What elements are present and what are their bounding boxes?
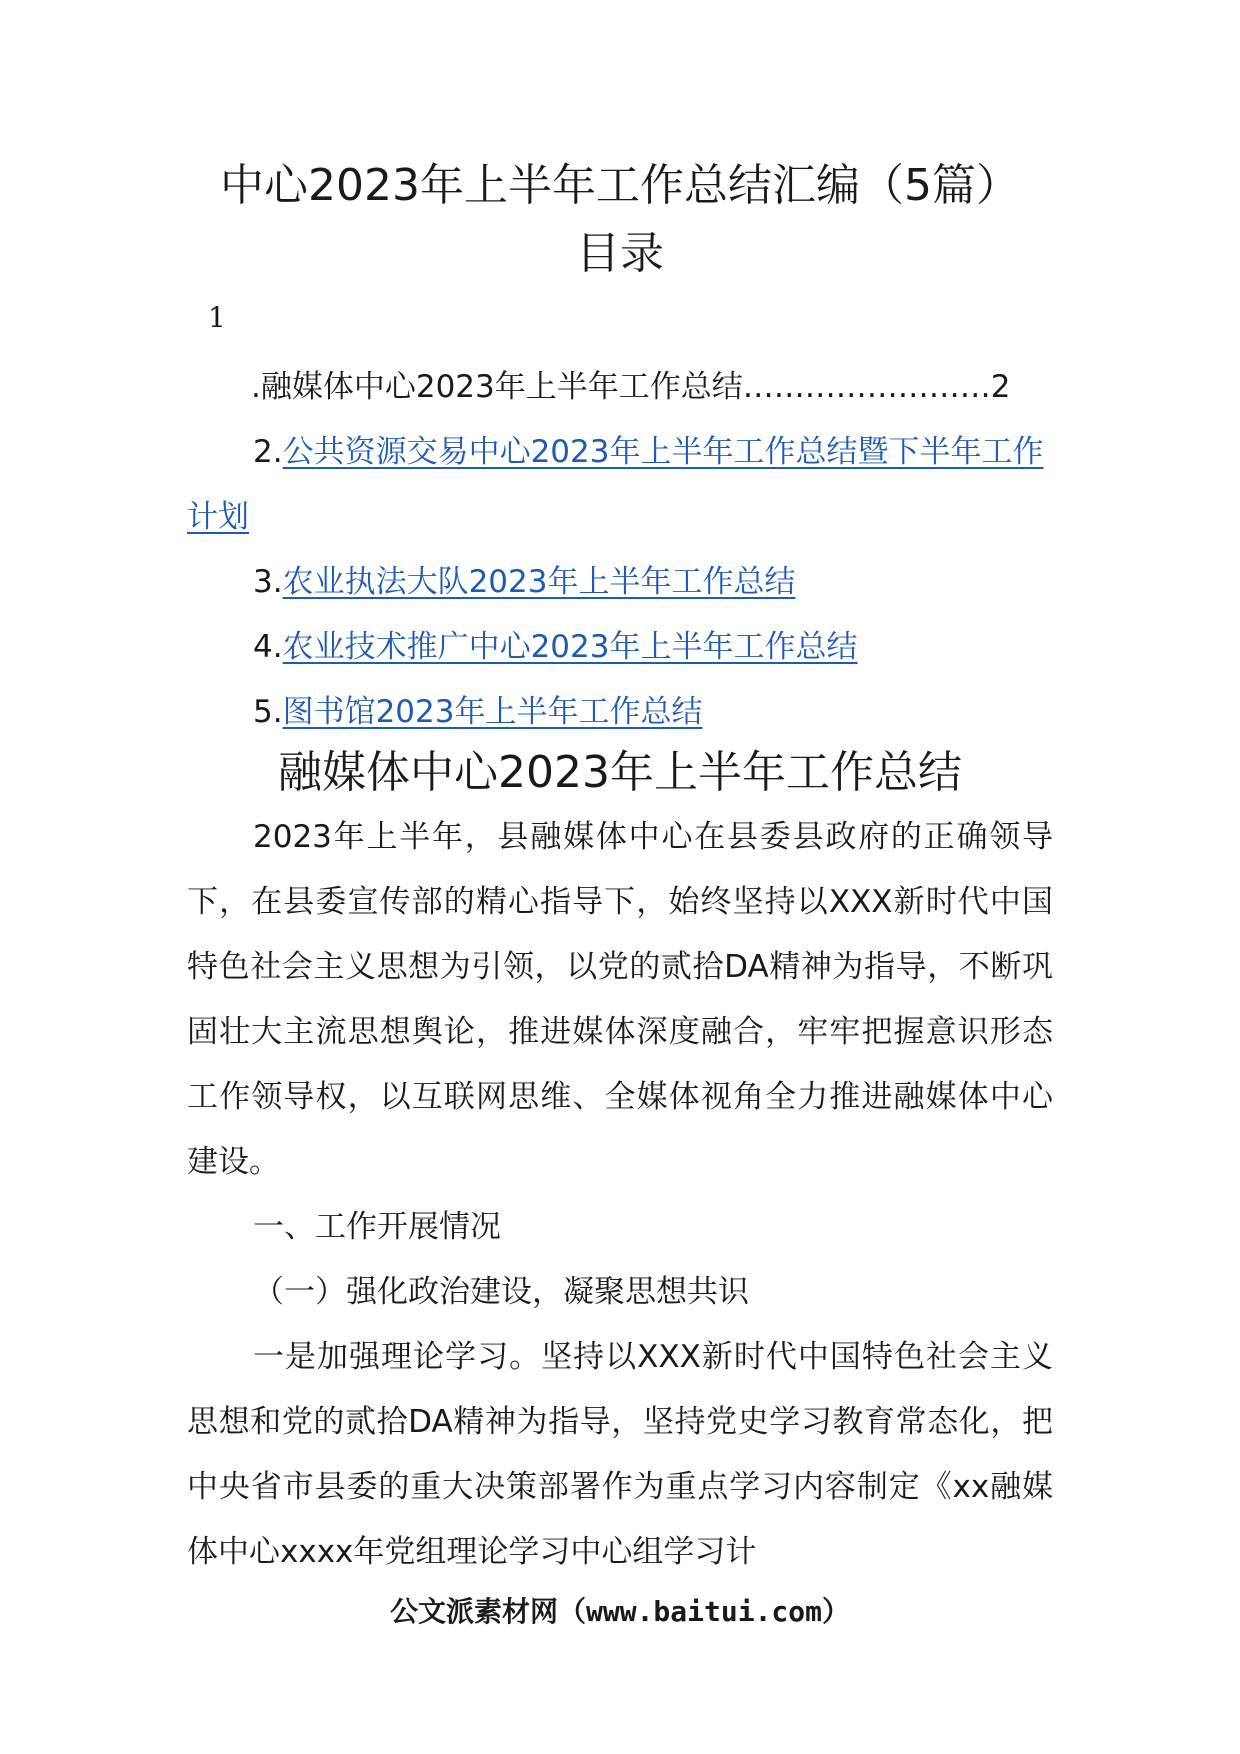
toc-link-2[interactable]: 公共资源交易中心2023年上半年工作总结暨下半年工作计划 xyxy=(187,434,1044,535)
heading-level-2: （一）强化政治建设，凝聚思想共识 xyxy=(253,1274,749,1310)
toc-entry-1[interactable] xyxy=(187,355,1053,420)
document-title: 中心2023年上半年工作总结汇编（5篇） xyxy=(220,160,1020,211)
heading-level-1: 一、工作开展情况 xyxy=(253,1209,501,1245)
toc-entry-page: 2 xyxy=(990,369,1011,405)
footer-url: （www.baitui.com） xyxy=(558,1595,851,1628)
toc-link-5[interactable]: 图书馆2023年上半年工作总结 xyxy=(282,694,703,730)
toc-entry-number: 2. xyxy=(253,434,283,470)
page-marker: 1 xyxy=(208,301,226,334)
toc-entry-4 xyxy=(187,615,1053,680)
footer-site-name: 公文派素材网 xyxy=(389,1595,558,1628)
toc-entry-number xyxy=(187,369,251,405)
table-of-contents xyxy=(187,355,1053,745)
toc-entry-number: 4. xyxy=(253,629,283,665)
toc-entry-5 xyxy=(187,680,1053,745)
toc-entry-text: .融媒体中心2023年上半年工作总结 xyxy=(251,369,743,405)
toc-entry-number: 3. xyxy=(253,564,283,600)
toc-entry-number: 5. xyxy=(253,694,283,730)
footer-watermark xyxy=(0,1592,1240,1632)
toc-leader-dots: …………………… xyxy=(742,369,991,405)
toc-entry-2 xyxy=(187,420,1053,550)
toc-heading: 目录 xyxy=(576,228,664,279)
toc-link-3[interactable]: 农业执法大队2023年上半年工作总结 xyxy=(282,564,796,600)
paragraph-study: 一是加强理论学习。坚持以XXX新时代中国特色社会主义思想和党的贰拾DA精神为指导，坚持党史学习教育常态化，把中央省市县委的重大决策部署作为重点学习内容制定《xx融媒体中心xxxx年党组理论学习中心组学习计 xyxy=(187,1339,1053,1570)
toc-entry-3 xyxy=(187,550,1053,615)
section-title: 融媒体中心2023年上半年工作总结 xyxy=(278,747,962,798)
body-text xyxy=(187,805,1053,1585)
toc-link-4[interactable]: 农业技术推广中心2023年上半年工作总结 xyxy=(282,629,858,665)
paragraph-intro: 2023年上半年，县融媒体中心在县委县政府的正确领导下，在县委宣传部的精心指导下，始终坚持以XXX新时代中国特色社会主义思想为引领，以党的贰拾DA精神为指导，不断巩固壮大主流思想舆论，推进媒体深度融合，牢牢把握意识形态工作领导权，以互联网思维、全媒体视角全力推进融媒体中心建设。 xyxy=(187,819,1053,1180)
